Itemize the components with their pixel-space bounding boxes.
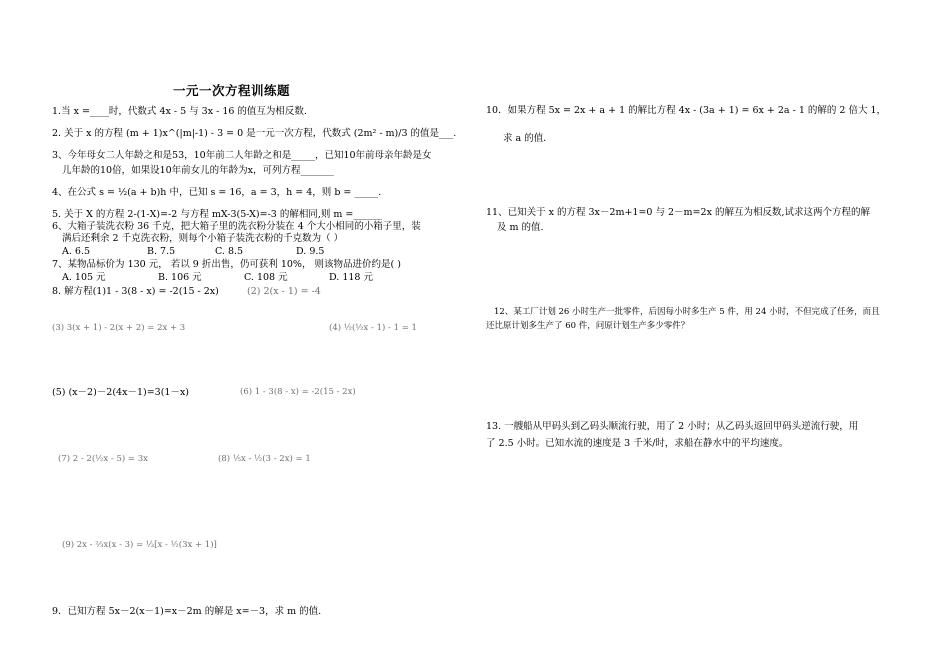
question-7-option-c: C. 108 元 [244,272,288,283]
question-5: 5. 关于 X 的方程 2-(1-X)=-2 与方程 mX-3(5-X)=-3 的解相同,则 m =______ [52,209,382,220]
question-4: 4、在公式 s = ½(a + b)h 中，已知 s = 16，a = 3，h = 4，则 b = _____. [52,187,382,198]
question-6-option-b: B. 7.5 [147,246,176,257]
question-10-line-2: 求 a 的值． [503,133,553,144]
question-10-line-1: 10．如果方程 5x = 2x + a + 1 的解比方程 4x - (3a + 1) = 6x + 2a - 1 的解的 2 倍大 1， [486,105,887,116]
page-title: 一元一次方程训练题 [173,83,291,98]
question-2: 2. 关于 x 的方程 (m + 1)x^(|m|-1) - 3 = 0 是一元一次方程，代数式 (2m² - m)/3 的值是___. [52,128,457,139]
question-11-line-2: 及 m 的值. [497,222,544,233]
question-6-line-1: 6、大箱子装洗衣粉 36 千克，把大箱子里的洗衣粉分装在 4 个大小相同的小箱子里，装 [52,221,421,232]
question-8-part-3: (3) 3(x + 1) - 2(x + 2) = 2x + 3 [52,323,186,333]
question-3-line-2: 儿年龄的10倍，如果设10年前女儿的年龄为x，可列方程_______ [62,165,334,176]
question-8-part-7: (7) 2 - 2(½x - 5) = 3x [58,454,148,464]
question-12-line-1: 12、某工厂计划 26 小时生产一批零件，后因每小时多生产 5 件，用 24 小时，不但完成了任务，而且 [494,307,880,317]
question-8-part-2: (2) 2(x - 1) = -4 [247,286,321,297]
question-8-part-6: (6) 1 - 3(8 - x) = -2(15 - 2x) [240,387,356,397]
question-1: 1.当 x =____时，代数式 4x - 5 与 3x - 16 的值互为相反数. [52,106,307,117]
question-6-line-2: 满后还剩余 2 千克洗衣粉，则每个小箱子装洗衣粉的千克数为（ ） [62,233,344,244]
question-13-line-1: 13. 一艘船从甲码头到乙码头顺流行驶，用了 2 小时；从乙码头返回甲码头逆流行驶，用 [486,421,859,432]
question-8-part-9: (9) 2x - ⅔x(x - 3) = ⅓[x - ½(3x + 1)] [62,540,217,550]
question-8-part-4: (4) ½(½x - 1) - 1 = 1 [329,323,417,333]
question-8-part-5: (5) (x－2)－2(4x－1)=3(1－x) [52,387,190,398]
question-8-part-8: (8) ⅕x - ½(3 - 2x) = 1 [218,454,311,464]
question-6-option-d: D. 9.5 [296,246,325,257]
question-12-line-2: 还比原计划多生产了 60 件，问原计划生产多少零件？ [486,321,690,331]
question-9: 9．已知方程 5x－2(x－1)=x－2m 的解是 x=－3，求 m 的值. [52,606,322,617]
question-8-heading: 8. 解方程(1)1 - 3(8 - x) = -2(15 - 2x) [52,286,219,297]
question-6-option-c: C. 8.5 [215,246,244,257]
question-3-line-1: 3、今年母女二人年龄之和是53，10年前二人年龄之和是_____，已知10年前母亲年龄是女 [52,150,432,161]
question-7-option-a: A. 105 元 [62,272,106,283]
question-7-option-b: B. 106 元 [158,272,202,283]
question-7-option-d: D. 118 元 [329,272,373,283]
question-11-line-1: 11、已知关于 x 的方程 3x－2m+1=0 与 2－m=2x 的解互为相反数,试求这两个方程的解 [486,207,870,218]
question-6-option-a: A. 6.5 [62,246,91,257]
question-7: 7、某物品标价为 130 元， 若以 9 折出售，仍可获利 10%， 则该物品进价约是( ) [52,259,401,270]
question-13-line-2: 了 2.5 小时。已知水流的速度是 3 千米/时，求船在静水中的平均速度。 [486,438,789,449]
